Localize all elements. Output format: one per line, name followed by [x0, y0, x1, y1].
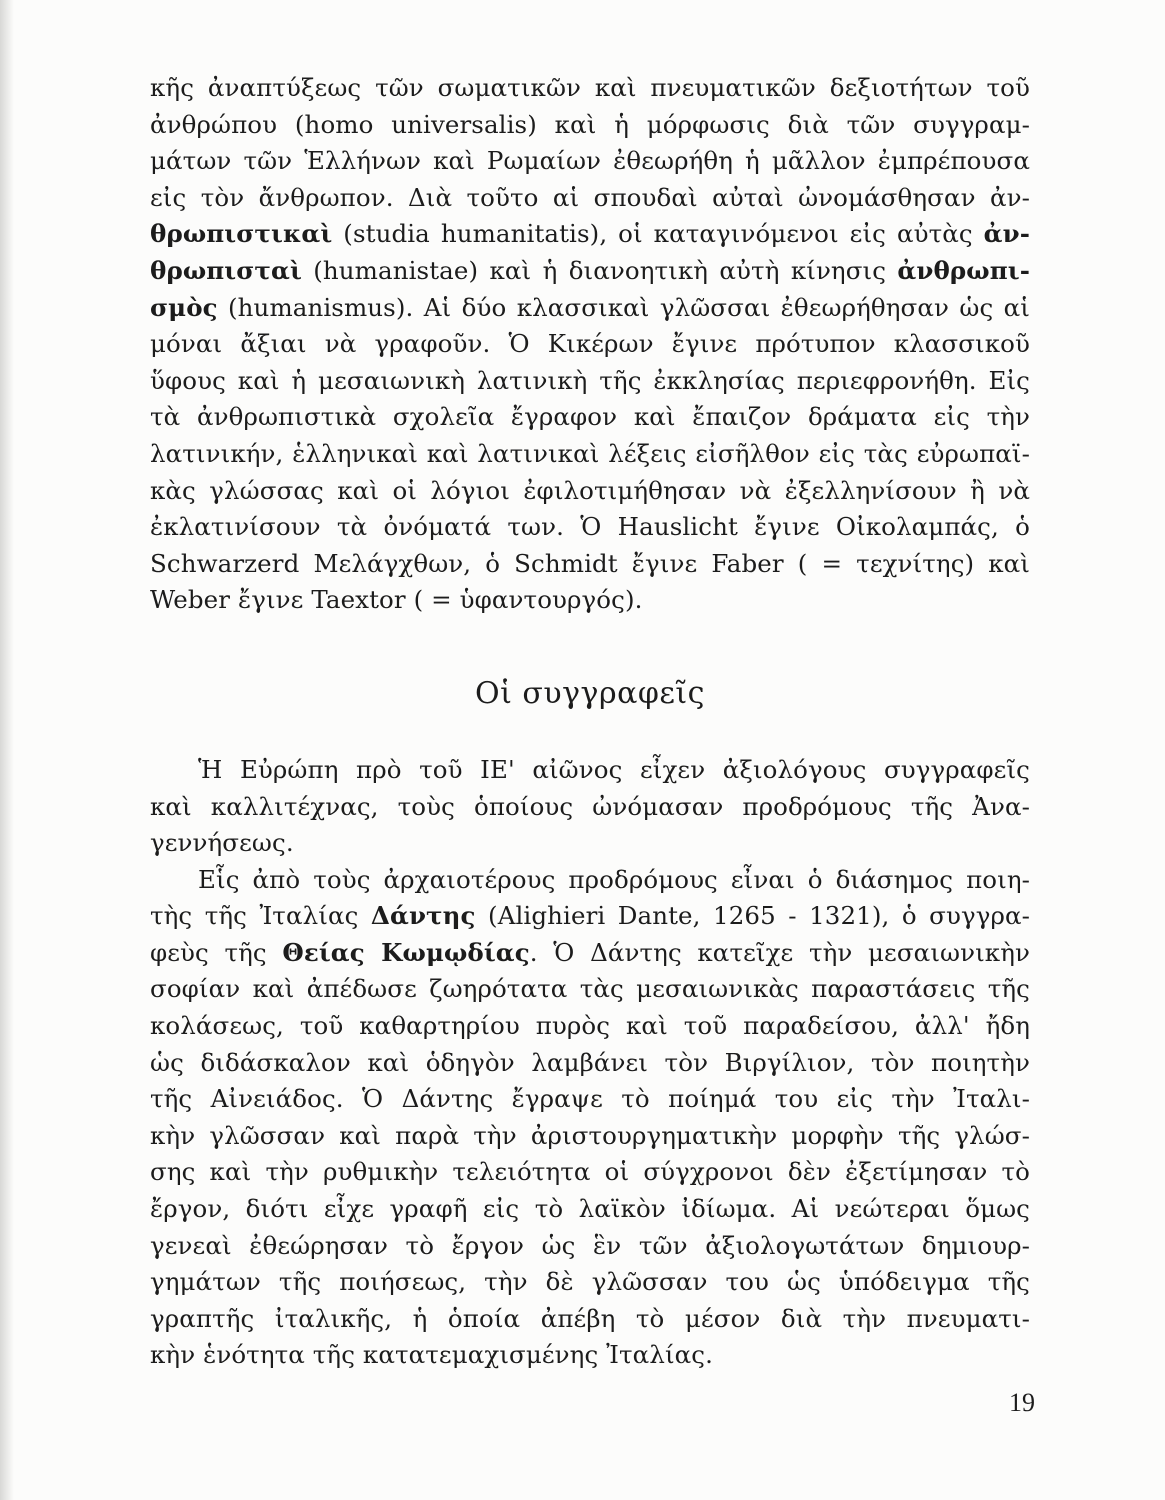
bold-term: θρωπιστικαὶ [150, 219, 333, 249]
text-line: ἔργον, διότι εἶχε γραφῆ εἰς τὸ λαϊκὸν ἰδίωμα. Αἱ νεώτεραι ὅμως [150, 1194, 1030, 1224]
text-segment: φεὺς τῆς [150, 937, 283, 967]
text-line: Ἡ Εὐρώπη πρὸ τοῦ ΙΕ' αἰῶνος εἶχεν ἀξιολόγους συγγραφεῖς [198, 754, 1030, 784]
text-line: Εἷς ἀπὸ τοὺς ἀρχαιοτέρους προδρόμους εἶναι ὁ διάσημος ποιη- [198, 864, 1030, 894]
text-segment: τὴς τῆς Ἰταλίας [150, 901, 371, 931]
bold-term: ἀνθρωπι- [897, 255, 1030, 285]
text-line: ὡς διδάσκαλον καὶ ὁδηγὸν λαμβάνει τὸν Βιργίλιον, τὸν ποιητὴν [150, 1047, 1030, 1077]
text-line: ἐκλατινίσουν τὰ ὀνόματά των. Ὁ Hauslicht ἔγινε Οἰκολαμπάς, ὁ [150, 512, 1030, 542]
page-edge-shadow [0, 0, 14, 1500]
text-segment: (Alighieri Dante, 1265 - 1321), ὁ συγγρα- [475, 901, 1030, 931]
text-segment: (studia humanitatis), οἱ καταγινόμενοι εἰς αὐτὰς [332, 219, 984, 249]
text-line: γεννήσεως. [150, 828, 294, 858]
text-line: γενεαὶ ἐθεώρησαν τὸ ἔργον ὡς ἓν τῶν ἀξιολογωτάτων δημιουρ- [150, 1230, 1030, 1260]
bold-term: Δάντης [370, 901, 476, 931]
bold-term: θρωπισταὶ [150, 255, 302, 285]
text-line: κὰς γλώσσας καὶ οἱ λόγιοι ἐφιλοτιμήθησαν νὰ ἐξελληνίσουν ἢ νὰ [150, 475, 1030, 505]
text-line: τὰ ἀνθρωπιστικὰ σχολεῖα ἔγραφον καὶ ἔπαιζον δράματα εἰς τὴν [150, 402, 1030, 432]
text-line: γραπτῆς ἰταλικῆς, ἡ ὁποία ἀπέβη τὸ μέσον διὰ τὴν πνευματι- [150, 1303, 1030, 1333]
text-line [150, 898, 1030, 935]
text-line: μάτων τῶν Ἑλλήνων καὶ Ρωμαίων ἐθεωρήθη ἡ μᾶλλον ἐμπρέπουσα [150, 146, 1030, 176]
bold-term: Θείας Κωμῳδίας [282, 937, 530, 967]
text-line: ἀνθρώπου (homo universalis) καὶ ἡ μόρφωσις διὰ τῶν συγγραμ- [150, 109, 1030, 139]
text-line: ὕφους καὶ ἡ μεσαιωνικὴ λατινικὴ τῆς ἐκκλησίας περιεφρονήθη. Εἰς [150, 365, 1030, 395]
text-line: εἰς τὸν ἄνθρωπον. Διὰ τοῦτο αἱ σπουδαὶ αὐταὶ ὠνομάσθησαν ἀν- [150, 182, 1030, 212]
text-line: μόναι ἄξιαι νὰ γραφοῦν. Ὁ Κικέρων ἔγινε πρότυπον κλασσικοῦ [150, 329, 1030, 359]
text-line: σοφίαν καὶ ἀπέδωσε ζωηρότατα τὰς μεσαιωνικὰς παραστάσεις τῆς [150, 974, 1030, 1004]
bold-term: σμὸς [150, 292, 218, 322]
text-line: σης καὶ τὴν ρυθμικὴν τελειότητα οἱ σύγχρονοι δὲν ἐξετίμησαν τὸ [150, 1157, 1030, 1187]
text-line: κολάσεως, τοῦ καθαρτηρίου πυρὸς καὶ τοῦ παραδείσου, ἀλλ' ἤδη [150, 1011, 1030, 1041]
text-line: γημάτων τῆς ποιήσεως, τὴν δὲ γλῶσσαν του ὡς ὑπόδειγμα τῆς [150, 1267, 1030, 1297]
text-line: κὴν ἑνότητα τῆς κατατεμαχισμένης Ἰταλίας. [150, 1340, 714, 1370]
text-line: κὴν γλῶσσαν καὶ παρὰ τὴν ἀριστουργηματικὴν μορφὴν τῆς γλώσ- [150, 1120, 1030, 1150]
text-segment: (humanismus). Αἱ δύο κλασσικαὶ γλῶσσαι ἐθεωρήθησαν ὡς αἱ [217, 292, 1030, 322]
text-segment: . Ὁ Δάντης κατεῖχε τὴν μεσαιωνικὴν [529, 937, 1030, 967]
text-line: κῆς ἀναπτύξεως τῶν σωματικῶν καὶ πνευματικῶν δεξιοτήτων τοῦ [150, 73, 1030, 102]
page-number: 19 [1009, 1388, 1035, 1417]
text-line [150, 935, 1030, 972]
text-segment: (humanistae) καὶ ἡ διανοητικὴ αὐτὴ κίνησις [301, 255, 898, 285]
text-line: τῆς Αἰνειάδος. Ὁ Δάντης ἔγραψε τὸ ποίημά του εἰς τὴν Ἰταλι- [150, 1084, 1030, 1114]
section-heading: Οἱ συγγραφεῖς [475, 675, 705, 711]
bold-term: ἀν- [983, 219, 1030, 249]
text-line: Schwarzerd Μελάγχθων, ὁ Schmidt ἔγινε Faber ( = τεχνίτης) καὶ [150, 548, 1030, 578]
text-line [150, 253, 1030, 290]
text-line [150, 290, 1030, 327]
text-line: λατινικήν, ἑλληνικαὶ καὶ λατινικαὶ λέξεις εἰσῆλθον εἰς τὰς εὐρωπαϊ- [150, 438, 1030, 468]
text-line: Weber ἔγινε Taextor ( = ὑφαντουργός). [150, 585, 643, 615]
text-line: καὶ καλλιτέχνας, τοὺς ὁποίους ὠνόμασαν προδρόμους τῆς Ἀνα- [150, 791, 1030, 821]
body-text [150, 70, 1030, 1374]
text-line [150, 216, 1030, 253]
